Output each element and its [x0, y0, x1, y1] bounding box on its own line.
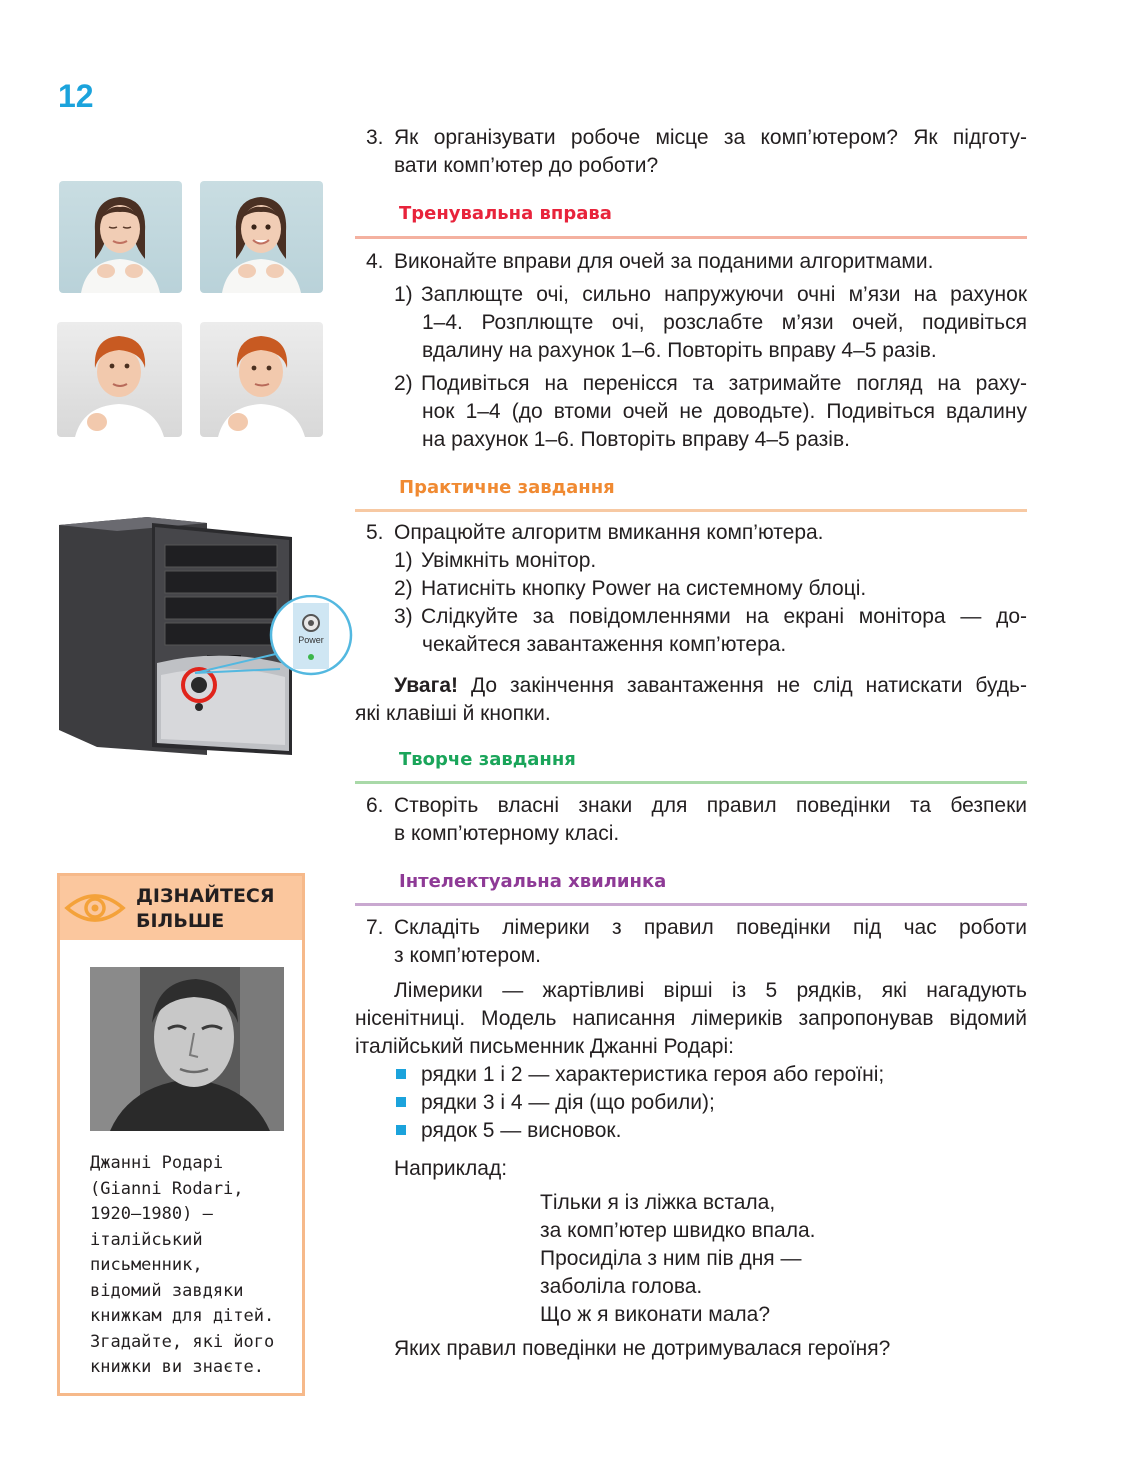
question-number: 5.	[366, 521, 384, 544]
q5-item3-line1: Слідкуйте за повідомленнями на екрані монітора — до-	[421, 605, 1027, 628]
q7-para-line3: італійський письменник Джанні Родарі:	[355, 1035, 734, 1058]
info-box-header	[60, 876, 302, 940]
q7-line1: Складіть лімерики з правил поведінки під час роботи	[394, 916, 1027, 939]
q4-item2-line1: Подивіться на перенісся та затримайте погляд на раху-	[421, 372, 1027, 395]
q7-line2: з комп’ютером.	[394, 944, 542, 967]
q7-para-line2: нісенітниці. Модель написання лімериків запропонував відомий	[355, 1007, 1027, 1030]
q5-item2: Натисніть кнопку Power на системному блоці.	[421, 577, 867, 600]
boy-looking-up-figure	[57, 322, 182, 437]
info-text-line: Джанні Родарі	[90, 1153, 224, 1173]
info-box-title-line1: ДІЗНАЙТЕСЯ	[136, 885, 275, 907]
q5-warning-line1	[394, 672, 1027, 700]
q4-item2-line3: на рахунок 1–6. Повторіть вправу 4–5 разів.	[422, 428, 850, 451]
list-item-number: 2)	[394, 372, 413, 395]
power-label: Power	[298, 635, 324, 645]
poem-line-4: заболіла голова.	[540, 1275, 703, 1298]
question-number: 3.	[366, 126, 384, 149]
bullet-square-icon	[396, 1125, 406, 1135]
bullet-square-icon	[396, 1097, 406, 1107]
bullet-square-icon	[396, 1069, 406, 1079]
callout-bubble-icon	[185, 595, 360, 695]
list-item-number: 2)	[394, 577, 413, 600]
photo-girl-eyes-closed	[59, 181, 182, 293]
boy-looking-far-figure	[200, 322, 323, 437]
girl-eyes-open-figure	[200, 181, 323, 293]
photo-boy-looking-far	[200, 322, 323, 437]
q6-line1: Створіть власні знаки для правил поведінки та безпеки	[394, 794, 1027, 817]
q3-line1: Як організувати робоче місце за комп’ютером? Як підготу-	[394, 126, 1027, 149]
q4-item1-line2: 1–4. Розплющте очі, розслабте м’язи очей, подивіться	[422, 311, 1027, 334]
section-divider-practical	[355, 509, 1027, 512]
q4-item2-line2: нок 1–4 (до втоми очей не доводьте). Подивіться вдалину	[422, 400, 1027, 423]
q4-item1-line1: Заплющте очі, сильно напружуючи очні м’язи на рахунок	[421, 283, 1027, 306]
poem-line-1: Тільки я із ліжка встала,	[540, 1191, 776, 1214]
section-title-training: Тренувальна вправа	[399, 203, 612, 224]
q5-text: Опрацюйте алгоритм вмикання комп’ютера.	[394, 521, 824, 544]
info-text-line: книжки ви знаєте.	[90, 1357, 264, 1377]
section-divider-intellectual	[355, 903, 1027, 906]
info-box-title-line2: БІЛЬШЕ	[136, 910, 225, 932]
q6-line2: в комп’ютерному класі.	[394, 822, 620, 845]
section-title-creative: Творче завдання	[399, 749, 576, 770]
q5-item3-line2: чекайтеся завантаження комп’ютера.	[422, 633, 787, 656]
info-text-line: Згадайте, які його	[90, 1331, 275, 1352]
question-number: 7.	[366, 916, 384, 939]
photo-boy-looking-up	[57, 322, 182, 437]
info-text-line: відомий завдяки	[90, 1280, 244, 1301]
q7-bullet-2: рядки 3 і 4 — дія (що робили);	[421, 1091, 715, 1114]
info-text-line: італійський	[90, 1229, 203, 1250]
list-item-number: 3)	[394, 605, 413, 628]
info-box-title	[136, 884, 275, 934]
q4-item1-line3: вдалину на рахунок 1–6. Повторіть вправу 4–5 разів.	[422, 339, 937, 362]
info-box-text	[90, 1151, 290, 1381]
question-number: 6.	[366, 794, 384, 817]
question-number: 4.	[366, 250, 384, 273]
q5-item1: Увімкніть монітор.	[421, 549, 597, 572]
list-item-number: 1)	[394, 283, 413, 306]
portrait-gianni-rodari	[90, 967, 284, 1131]
q7-bullet-3: рядок 5 — висновок.	[421, 1119, 622, 1142]
poem-line-2: за комп’ютер швидко впала.	[540, 1219, 816, 1242]
info-box-learn-more	[57, 873, 305, 1396]
section-divider-training	[355, 236, 1027, 239]
list-item-number: 1)	[394, 549, 413, 572]
info-text-line: письменник,	[90, 1255, 203, 1275]
final-question: Яких правил поведінки не дотримувалася героїня?	[394, 1337, 891, 1360]
section-divider-creative	[355, 781, 1027, 784]
poem-line-3: Просиділа з ним пів дня —	[540, 1247, 802, 1270]
q7-para-line1: Лімерики — жартівливі вірші із 5 рядків, які нагадують	[394, 979, 1027, 1002]
girl-eyes-closed-figure	[59, 181, 182, 293]
q4-text: Виконайте вправи для очей за поданими алгоритмами.	[394, 250, 934, 273]
info-text-line: (Gianni Rodari,	[90, 1178, 244, 1199]
portrait-figure	[90, 967, 284, 1131]
power-button-callout	[185, 595, 360, 695]
warning-label: Увага!	[394, 674, 458, 697]
photo-girl-eyes-open	[200, 181, 323, 293]
eye-icon	[64, 890, 126, 926]
example-label: Наприклад:	[394, 1157, 508, 1180]
poem-line-5: Що ж я виконати мала?	[540, 1303, 771, 1326]
q3-line2: вати комп’ютер до роботи?	[394, 154, 659, 177]
warning-text: До закінчення завантаження не слід натискати будь-	[458, 674, 1027, 697]
page-number: 12	[58, 78, 94, 114]
info-text-line: 1920–1980) —	[90, 1204, 213, 1224]
q7-bullet-1: рядки 1 і 2 — характеристика героя або героїні;	[421, 1063, 885, 1086]
section-title-intellectual: Інтелектуальна хвилинка	[399, 871, 667, 892]
section-title-practical: Практичне завдання	[399, 477, 615, 498]
info-text-line: книжкам для дітей.	[90, 1306, 275, 1326]
q5-warning-line2: які клавіші й кнопки.	[355, 702, 551, 725]
